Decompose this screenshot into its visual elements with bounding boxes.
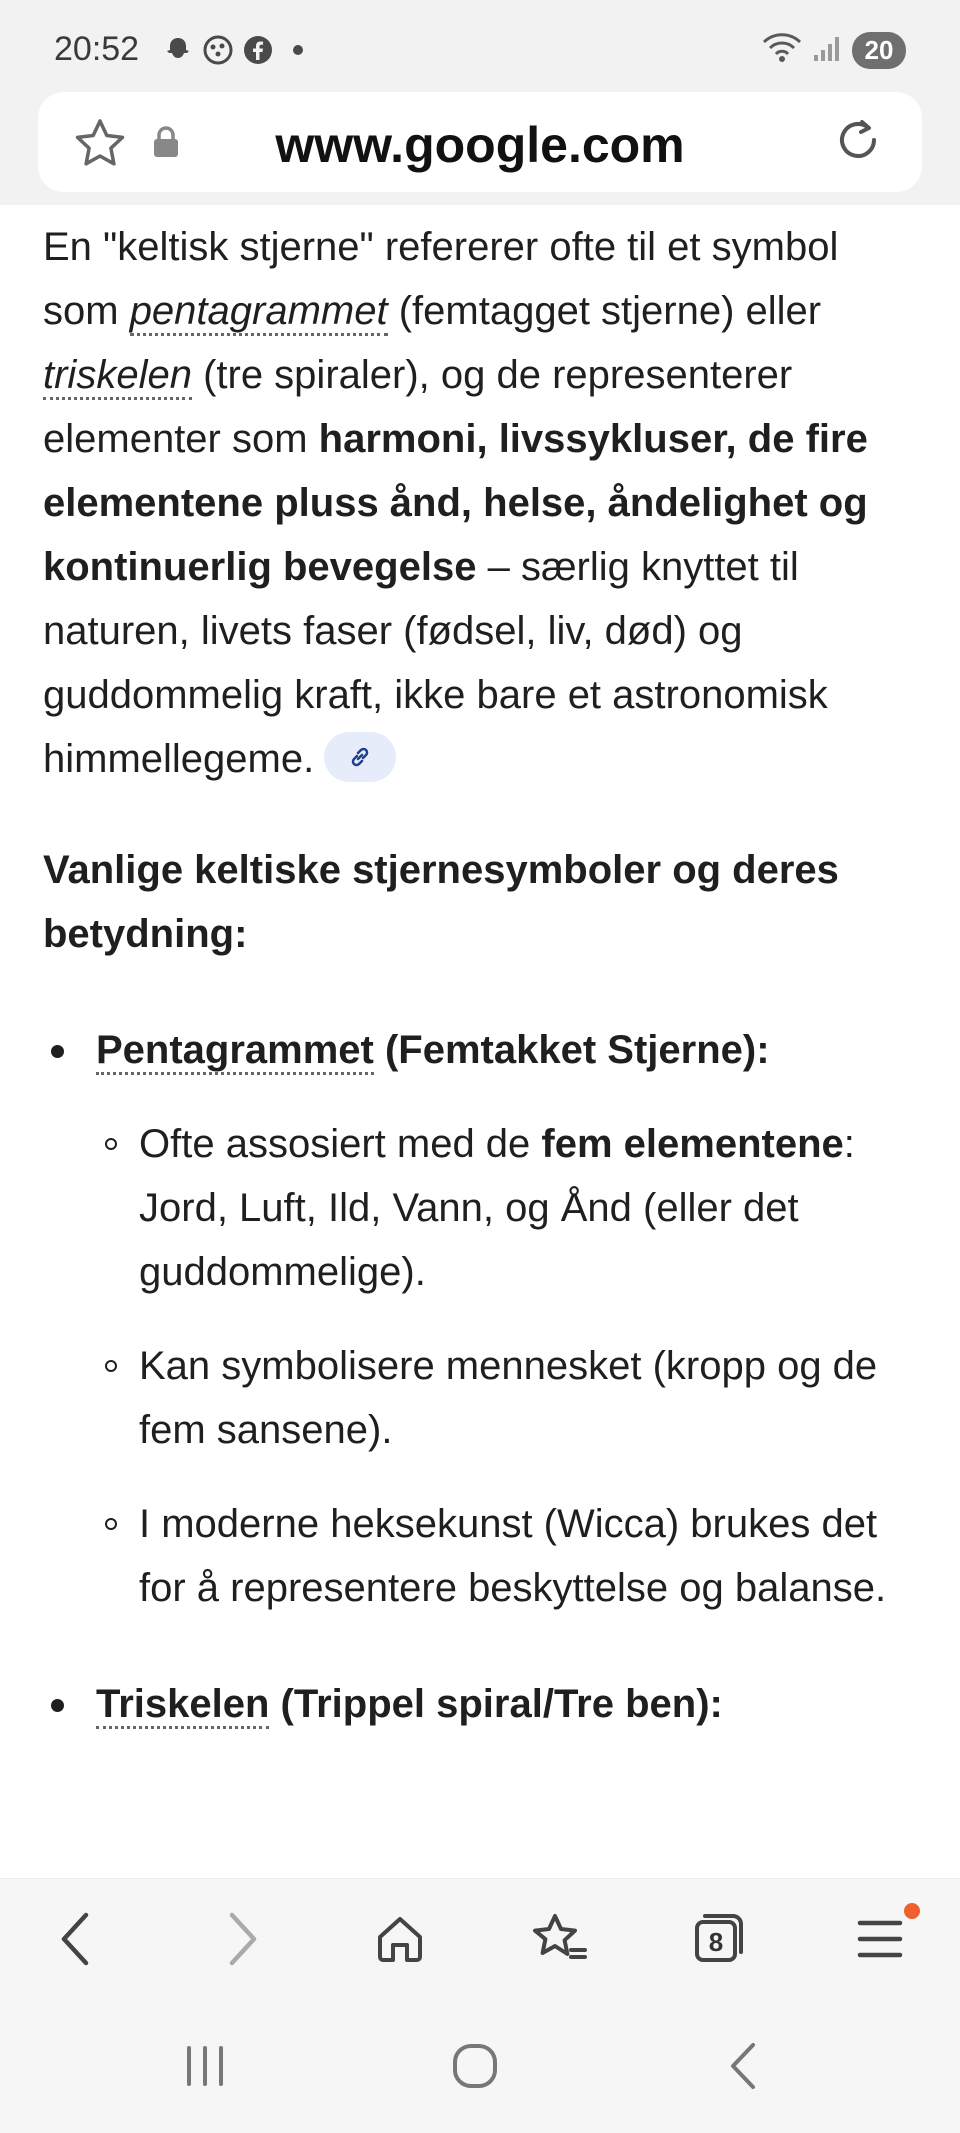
address-bar-container — [0, 90, 960, 205]
intro-text: – særlig knyttet til naturen, livets faser (fødsel, liv, død) og guddommelig kraft, ikke bare et astronomisk himmellegeme. — [43, 545, 828, 781]
recent-apps-icon — [181, 2044, 229, 2088]
forward-button[interactable] — [212, 1909, 272, 1969]
list-item — [43, 1672, 913, 1736]
link-icon — [348, 745, 372, 769]
sub-item-bold: fem elementene — [541, 1122, 844, 1166]
sub-item-text: Kan symbolisere mennesket (kropp og de fem sansene). — [139, 1344, 878, 1452]
intro-paragraph — [43, 215, 913, 791]
home-button[interactable] — [370, 1909, 430, 1969]
intro-text: (femtagget stjerne) eller — [387, 289, 822, 333]
signal-icon — [812, 33, 842, 68]
address-bar[interactable] — [38, 92, 922, 192]
list-item — [43, 1018, 913, 1082]
system-nav-bar — [0, 1998, 960, 2133]
forward-arrow-icon — [222, 1911, 262, 1967]
sub-bullet — [105, 1518, 117, 1530]
notification-icons — [162, 34, 314, 66]
source-link-chip[interactable] — [324, 732, 396, 782]
status-bar — [0, 0, 960, 90]
bookmarks-star-icon — [531, 1912, 589, 1966]
menu-button[interactable] — [850, 1909, 910, 1969]
sub-list — [43, 1112, 913, 1620]
item-title: (Trippel spiral/Tre ben): — [269, 1682, 723, 1726]
sub-bullet — [105, 1138, 117, 1150]
sub-list-item — [43, 1112, 913, 1304]
term-triskelen[interactable]: triskelen — [43, 353, 192, 400]
article-content — [43, 215, 913, 1736]
sub-list-item — [43, 1334, 913, 1462]
wifi-icon — [762, 32, 802, 69]
item-term-link[interactable]: Pentagrammet — [96, 1028, 374, 1075]
section-heading: Vanlige keltiske stjernesymboler og deres betydning: — [43, 848, 839, 956]
status-right — [762, 32, 906, 69]
tabs-button[interactable] — [688, 1909, 748, 1969]
snapchat-icon — [162, 34, 194, 66]
tabs-count: 8 — [708, 1927, 724, 1957]
home-icon — [374, 1913, 426, 1965]
sub-bullet — [105, 1360, 117, 1372]
item-title: (Femtakket Stjerne): — [373, 1028, 770, 1072]
sub-list-item — [43, 1492, 913, 1620]
recent-apps-button[interactable] — [170, 2036, 240, 2096]
term-pentagrammet[interactable]: pentagrammet — [130, 289, 388, 336]
app-icon — [202, 34, 234, 66]
sub-item-text: Ofte assosiert med de — [139, 1122, 542, 1166]
back-nav-icon — [725, 2041, 761, 2091]
reload-icon[interactable] — [832, 114, 884, 171]
home-nav-button[interactable] — [440, 2036, 510, 2096]
bullet-dot — [51, 1699, 64, 1712]
back-button[interactable] — [46, 1909, 106, 1969]
battery-indicator: 20 — [852, 32, 906, 69]
tabs-icon — [691, 1912, 745, 1966]
bookmarks-button[interactable] — [530, 1909, 590, 1969]
intro-bold-text: harmoni, livssykluser, de fire elementene pluss ånd, helse, åndelighet og kontinuerlig bevegelse — [43, 417, 868, 589]
item-term-link[interactable]: Triskelen — [96, 1682, 269, 1729]
home-nav-icon — [450, 2041, 500, 2091]
back-nav-button[interactable] — [708, 2036, 778, 2096]
browser-toolbar — [0, 1878, 960, 1999]
menu-icon — [856, 1917, 904, 1961]
more-dot-icon — [282, 34, 314, 66]
menu-notification-dot — [904, 1903, 920, 1919]
facebook-icon — [242, 34, 274, 66]
status-time: 20:52 — [54, 30, 140, 68]
bullet-dot — [51, 1045, 64, 1058]
back-arrow-icon — [56, 1911, 96, 1967]
intro-text: En "keltisk stjerne" refererer ofte til et symbol som — [43, 225, 839, 333]
intro-text: (tre spiraler), og de representerer elementer som — [43, 353, 793, 461]
sub-item-text: : Jord, Luft, Ild, Vann, og Ånd (eller det guddommelige). — [139, 1122, 855, 1294]
sub-item-text: I moderne heksekunst (Wicca) brukes det for å representere beskyttelse og balanse. — [139, 1502, 887, 1610]
url-text[interactable]: www.google.com — [275, 117, 685, 173]
